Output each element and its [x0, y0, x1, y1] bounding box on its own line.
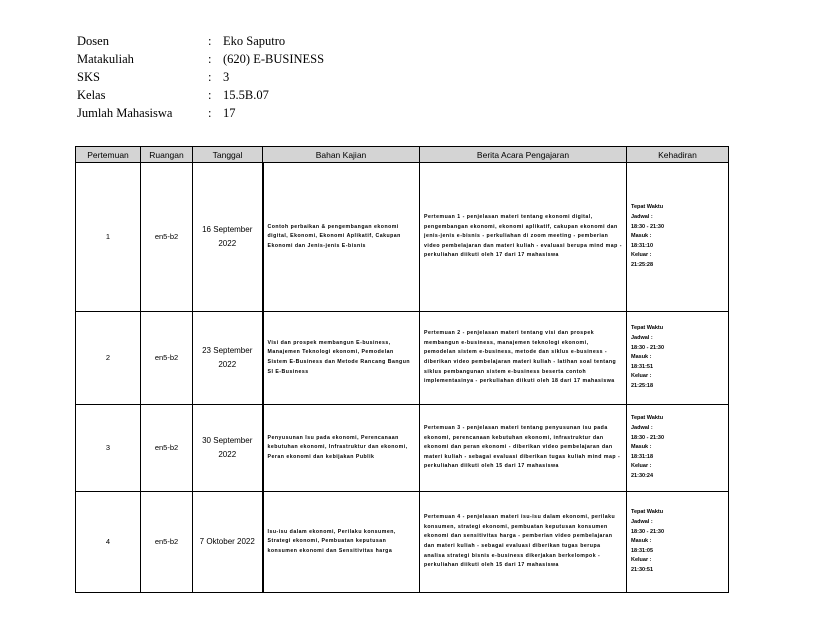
cell-pertemuan: 3 [76, 405, 141, 492]
cell-ruangan: en5-b2 [141, 312, 193, 405]
cell-bahan-kajian: Isu-isu dalam ekonomi, Perilaku konsumen, Strategi ekonomi, Pembuatan keputusan konsumen ekonomi dan Sensitivitas harga [263, 492, 420, 593]
header-pertemuan: Pertemuan [76, 147, 141, 163]
attendance-in: 18:31:05 [631, 547, 654, 554]
info-label: Kelas [77, 88, 106, 102]
attendance-out: 21:30:24 [631, 472, 654, 479]
info-colon: : [208, 88, 212, 102]
attendance-out-label: Keluar : [631, 373, 652, 380]
cell-tanggal: 30 September 2022 [193, 405, 263, 492]
cell-kehadiran [627, 405, 729, 492]
cell-pertemuan: 2 [76, 312, 141, 405]
attendance-in-label: Masuk : [631, 354, 652, 361]
info-row-matakuliah [77, 52, 477, 70]
info-colon: : [208, 52, 212, 66]
attendance-schedule: 18:30 - 21:30 [631, 434, 665, 441]
info-colon: : [208, 106, 212, 120]
header-tanggal: Tanggal [193, 147, 263, 163]
table-row [76, 163, 729, 312]
info-value: (620) E-BUSINESS [223, 52, 325, 66]
attendance-status: Tepat Waktu [631, 204, 664, 211]
attendance-schedule-label: Jadwal : [631, 214, 653, 221]
attendance-status: Tepat Waktu [631, 325, 664, 332]
table-row [76, 405, 729, 492]
cell-kehadiran [627, 312, 729, 405]
info-row-kelas [77, 88, 477, 106]
attendance-schedule: 18:30 - 21:30 [631, 223, 665, 230]
info-label: Dosen [77, 34, 109, 48]
cell-pertemuan: 1 [76, 163, 141, 312]
attendance-schedule-label: Jadwal : [631, 519, 653, 526]
info-row-jumlah-mahasiswa [77, 106, 477, 124]
table-row [76, 492, 729, 593]
info-colon: : [208, 34, 212, 48]
cell-ruangan: en5-b2 [141, 492, 193, 593]
cell-ruangan: en5-b2 [141, 163, 193, 312]
attendance-schedule-label: Jadwal : [631, 335, 653, 342]
cell-berita-acara: Pertemuan 3 - penjelasan materi tentang penyusunan isu pada ekonomi, perencanaan kebutuhan ekonomi, infrastruktur dan ekonomi dan peran ekonomi - diberikan video pembelajaran dan materi kuliah - sebagai evaluasi diberikan tugas kuliah mind map - perkuliahan diikuti oleh 15 dari 17 mahasiswa [420, 405, 627, 492]
cell-kehadiran [627, 163, 729, 312]
attendance-out-label: Keluar : [631, 252, 652, 259]
info-value: Eko Saputro [223, 34, 286, 48]
header-bahan-kajian: Bahan Kajian [263, 147, 420, 163]
cell-ruangan: en5-b2 [141, 405, 193, 492]
course-info [77, 34, 477, 124]
header-kehadiran: Kehadiran [627, 147, 729, 163]
cell-tanggal: 7 Oktober 2022 [193, 492, 263, 593]
info-row-sks [77, 70, 477, 88]
header-ruangan: Ruangan [141, 147, 193, 163]
attendance-in-label: Masuk : [631, 233, 652, 240]
attendance-out: 21:30:51 [631, 566, 654, 573]
attendance-in: 18:31:51 [631, 363, 654, 370]
cell-tanggal: 23 September 2022 [193, 312, 263, 405]
info-label: Matakuliah [77, 52, 134, 66]
info-value: 3 [223, 70, 230, 84]
attendance-schedule: 18:30 - 21:30 [631, 528, 665, 535]
attendance-out-label: Keluar : [631, 463, 652, 470]
cell-bahan-kajian: Penyusunan Isu pada ekonomi, Perencanaan kebutuhan ekonomi, Infrastruktur dan ekonomi, Peran ekonomi dan kebijakan Publik [263, 405, 420, 492]
header-berita-acara: Berita Acara Pengajaran [420, 147, 627, 163]
info-label: Jumlah Mahasiswa [77, 106, 173, 120]
cell-bahan-kajian: Contoh perbaikan & pengembangan ekonomi digital, Ekonomi, Ekonomi Aplikatif, Cakupan Ekonomi dan Jenis-jenis E-bisnis [263, 163, 420, 312]
info-row-dosen [77, 34, 477, 52]
attendance-in: 18:31:10 [631, 242, 654, 249]
cell-berita-acara: Pertemuan 2 - penjelasan materi tentang visi dan prospek membangun e-business, manajemen teknologi ekonomi, pemodelan sistem e-business, metode dan siklus e-business - diberikan video pembelajaran materi kuliah - latihan soal tentang siklus pembangunan sistem e-business beserta contoh implementasinya - perkuliahan diikuti oleh 18 dari 17 mahasiswa [420, 312, 627, 405]
attendance-status: Tepat Waktu [631, 509, 664, 516]
attendance-schedule-label: Jadwal : [631, 425, 653, 432]
table-header-row [76, 147, 729, 163]
attendance-in-label: Masuk : [631, 444, 652, 451]
cell-pertemuan: 4 [76, 492, 141, 593]
info-value: 15.5B.07 [223, 88, 269, 102]
cell-berita-acara: Pertemuan 4 - penjelasan materi isu-isu dalam ekonomi, perilaku konsumen, strategi ekonomi, pembuatan keputusan konsumen ekonomi dan sensitivitas harga - pemberian video pembelajaran dan materi kuliah - sebagai evaluasi diberikan tugas berupa analisa strategi bisnis e-business dikerjakan berkelompok - perkuliahan diikuti oleh 15 dari 17 mahasiswa [420, 492, 627, 593]
attendance-out: 21:25:28 [631, 261, 654, 268]
cell-berita-acara: Pertemuan 1 - penjelasan materi tentang ekonomi digital, pengembangan ekonomi, ekonomi aplikatif, cakupan ekonomi dan jenis-jenis e-bisnis - perkuliahan di zoom meeting - pemberian video pembelajaran dan materi kuliah - evaluasi berupa mind map - perkuliahan diikuti oleh 17 dari 17 mahasiswa [420, 163, 627, 312]
attendance-out: 21:25:18 [631, 382, 654, 389]
attendance-in-label: Masuk : [631, 538, 652, 545]
attendance-schedule: 18:30 - 21:30 [631, 344, 665, 351]
cell-kehadiran [627, 492, 729, 593]
info-label: SKS [77, 70, 100, 84]
cell-bahan-kajian: Visi dan prospek membangun E-business, Manajemen Teknologi ekonomi, Pemodelan Sistem E-Business dan Metode Rancang Bangun SI E-Business [263, 312, 420, 405]
attendance-status: Tepat Waktu [631, 415, 664, 422]
attendance-in: 18:31:18 [631, 453, 654, 460]
info-colon: : [208, 70, 212, 84]
cell-tanggal: 16 September 2022 [193, 163, 263, 312]
info-value: 17 [223, 106, 236, 120]
attendance-out-label: Keluar : [631, 557, 652, 564]
table-row [76, 312, 729, 405]
schedule-table [75, 146, 729, 593]
